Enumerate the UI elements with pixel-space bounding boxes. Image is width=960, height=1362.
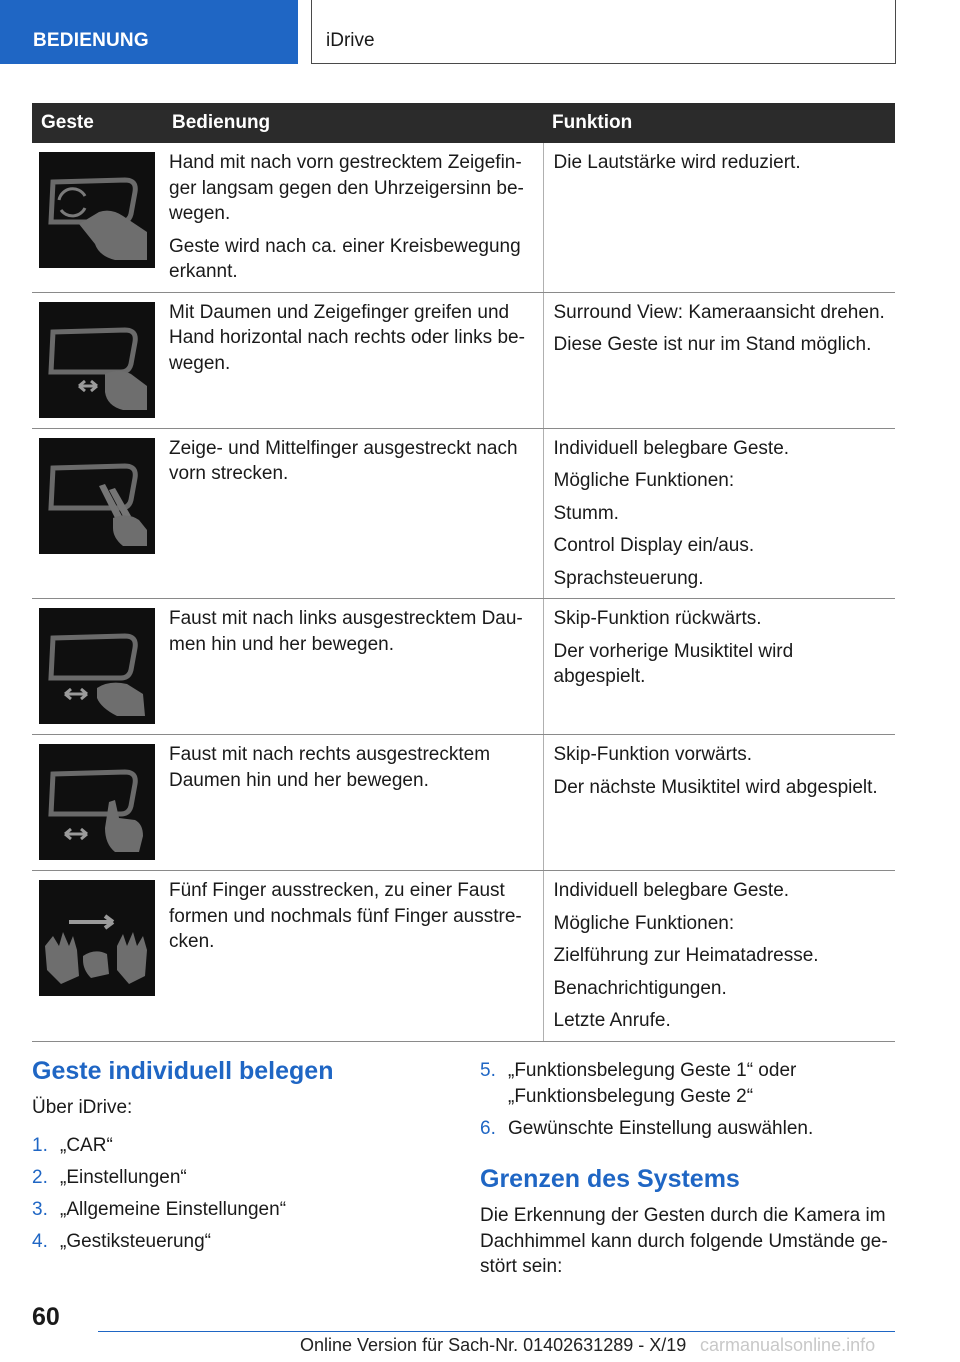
gesture-cell [32, 871, 163, 1042]
list-item: 4. „Gestiksteuerung“ [32, 1231, 212, 1252]
funktion-cell: Individuell belegbare Geste. Mögliche Funktionen: Zielführung zur Heimatadresse. Benachrichtigungen. Letzte Anrufe. [543, 871, 895, 1042]
funktion-cell: Skip-Funktion vorwärts. Der nächste Musiktitel wird abgespielt. [543, 735, 895, 871]
gesture-cell [32, 428, 163, 599]
table-row [32, 292, 895, 428]
table-header-row [32, 103, 895, 143]
table-row [32, 143, 895, 292]
gesture-table [32, 103, 895, 1042]
bedienung-cell: Zeige- und Mittelfinger ausgestreckt nach vorn strecken. [163, 428, 543, 599]
header-chapter-label: iDrive [311, 0, 896, 64]
fist-thumb-right-gesture-icon [39, 744, 155, 860]
bedienung-cell: Mit Daumen und Zeigefinger greifen und Hand horizontal nach rechts oder links be-wegen. [163, 292, 543, 428]
gesture-cell [32, 599, 163, 735]
bedienung-cell: Faust mit nach rechts ausgestrecktem Daumen hin und her bewegen. [163, 735, 543, 871]
list-item: 6. Gewünschte Einstellung auswählen. [480, 1117, 814, 1139]
section-intro: Über iDrive: [32, 1097, 133, 1118]
section-title-individual: Geste individuell belegen [32, 1057, 334, 1085]
funktion-cell: Surround View: Kameraansicht drehen. Diese Geste ist nur im Stand möglich. [543, 292, 895, 428]
header-section-label: BEDIENUNG [0, 0, 298, 64]
list-item: 3. „Allgemeine Einstellungen“ [32, 1199, 287, 1220]
funktion-cell: Individuell belegbare Geste. Mögliche Funktionen: Stumm. Control Display ein/aus. Sprachsteuerung. [543, 428, 895, 599]
bedienung-cell: Hand mit nach vorn gestrecktem Zeigefin-ger langsam gegen den Uhrzeigersinn be-wegen. Geste wird nach ca. einer Kreisbewegung erkannt. [163, 143, 543, 292]
pinch-swipe-gesture-icon [39, 302, 155, 418]
fist-thumb-left-gesture-icon [39, 608, 155, 724]
list-item: 5. „Funktionsbelegung Geste 1“ oder „Funktionsbelegung Geste 2“ [480, 1060, 797, 1107]
steps-list-right [480, 1058, 895, 1148]
table-row [32, 735, 895, 871]
table-row [32, 599, 895, 735]
gesture-cell [32, 292, 163, 428]
two-finger-point-gesture-icon [39, 438, 155, 554]
gesture-cell [32, 143, 163, 292]
table-row [32, 871, 895, 1042]
five-finger-fist-gesture-icon [39, 880, 155, 996]
watermark: carmanualsonline.info [700, 1335, 876, 1355]
bedienung-cell: Faust mit nach links ausgestrecktem Dau-men hin und her bewegen. [163, 599, 543, 735]
list-item: 2. „Einstellungen“ [32, 1167, 187, 1188]
gesture-cell [32, 735, 163, 871]
steps-list-left [32, 1133, 432, 1261]
rotate-gesture-icon [39, 152, 155, 268]
table-row [32, 428, 895, 599]
footer-online-version: Online Version für Sach-Nr. 01402631289 - X/19 [300, 1335, 687, 1355]
section-limits-text: Die Erkennung der Gesten durch die Kamera im Dachhimmel kann durch folgende Umstände ge-stört sein: [480, 1205, 888, 1277]
column-header-geste: Geste [32, 103, 163, 143]
funktion-cell: Die Lautstärke wird reduziert. [543, 143, 895, 292]
list-item: 1. „CAR“ [32, 1135, 113, 1156]
section-title-limits: Grenzen des Systems [480, 1165, 740, 1193]
column-header-funktion: Funktion [543, 103, 895, 143]
bedienung-cell: Fünf Finger ausstrecken, zu einer Faust formen und nochmals fünf Finger ausstre-cken. [163, 871, 543, 1042]
footer-divider [98, 1331, 895, 1332]
column-header-bedienung: Bedienung [163, 103, 543, 143]
page-number: 60 [32, 1303, 60, 1331]
funktion-cell: Skip-Funktion rückwärts. Der vorherige Musiktitel wird abgespielt. [543, 599, 895, 735]
